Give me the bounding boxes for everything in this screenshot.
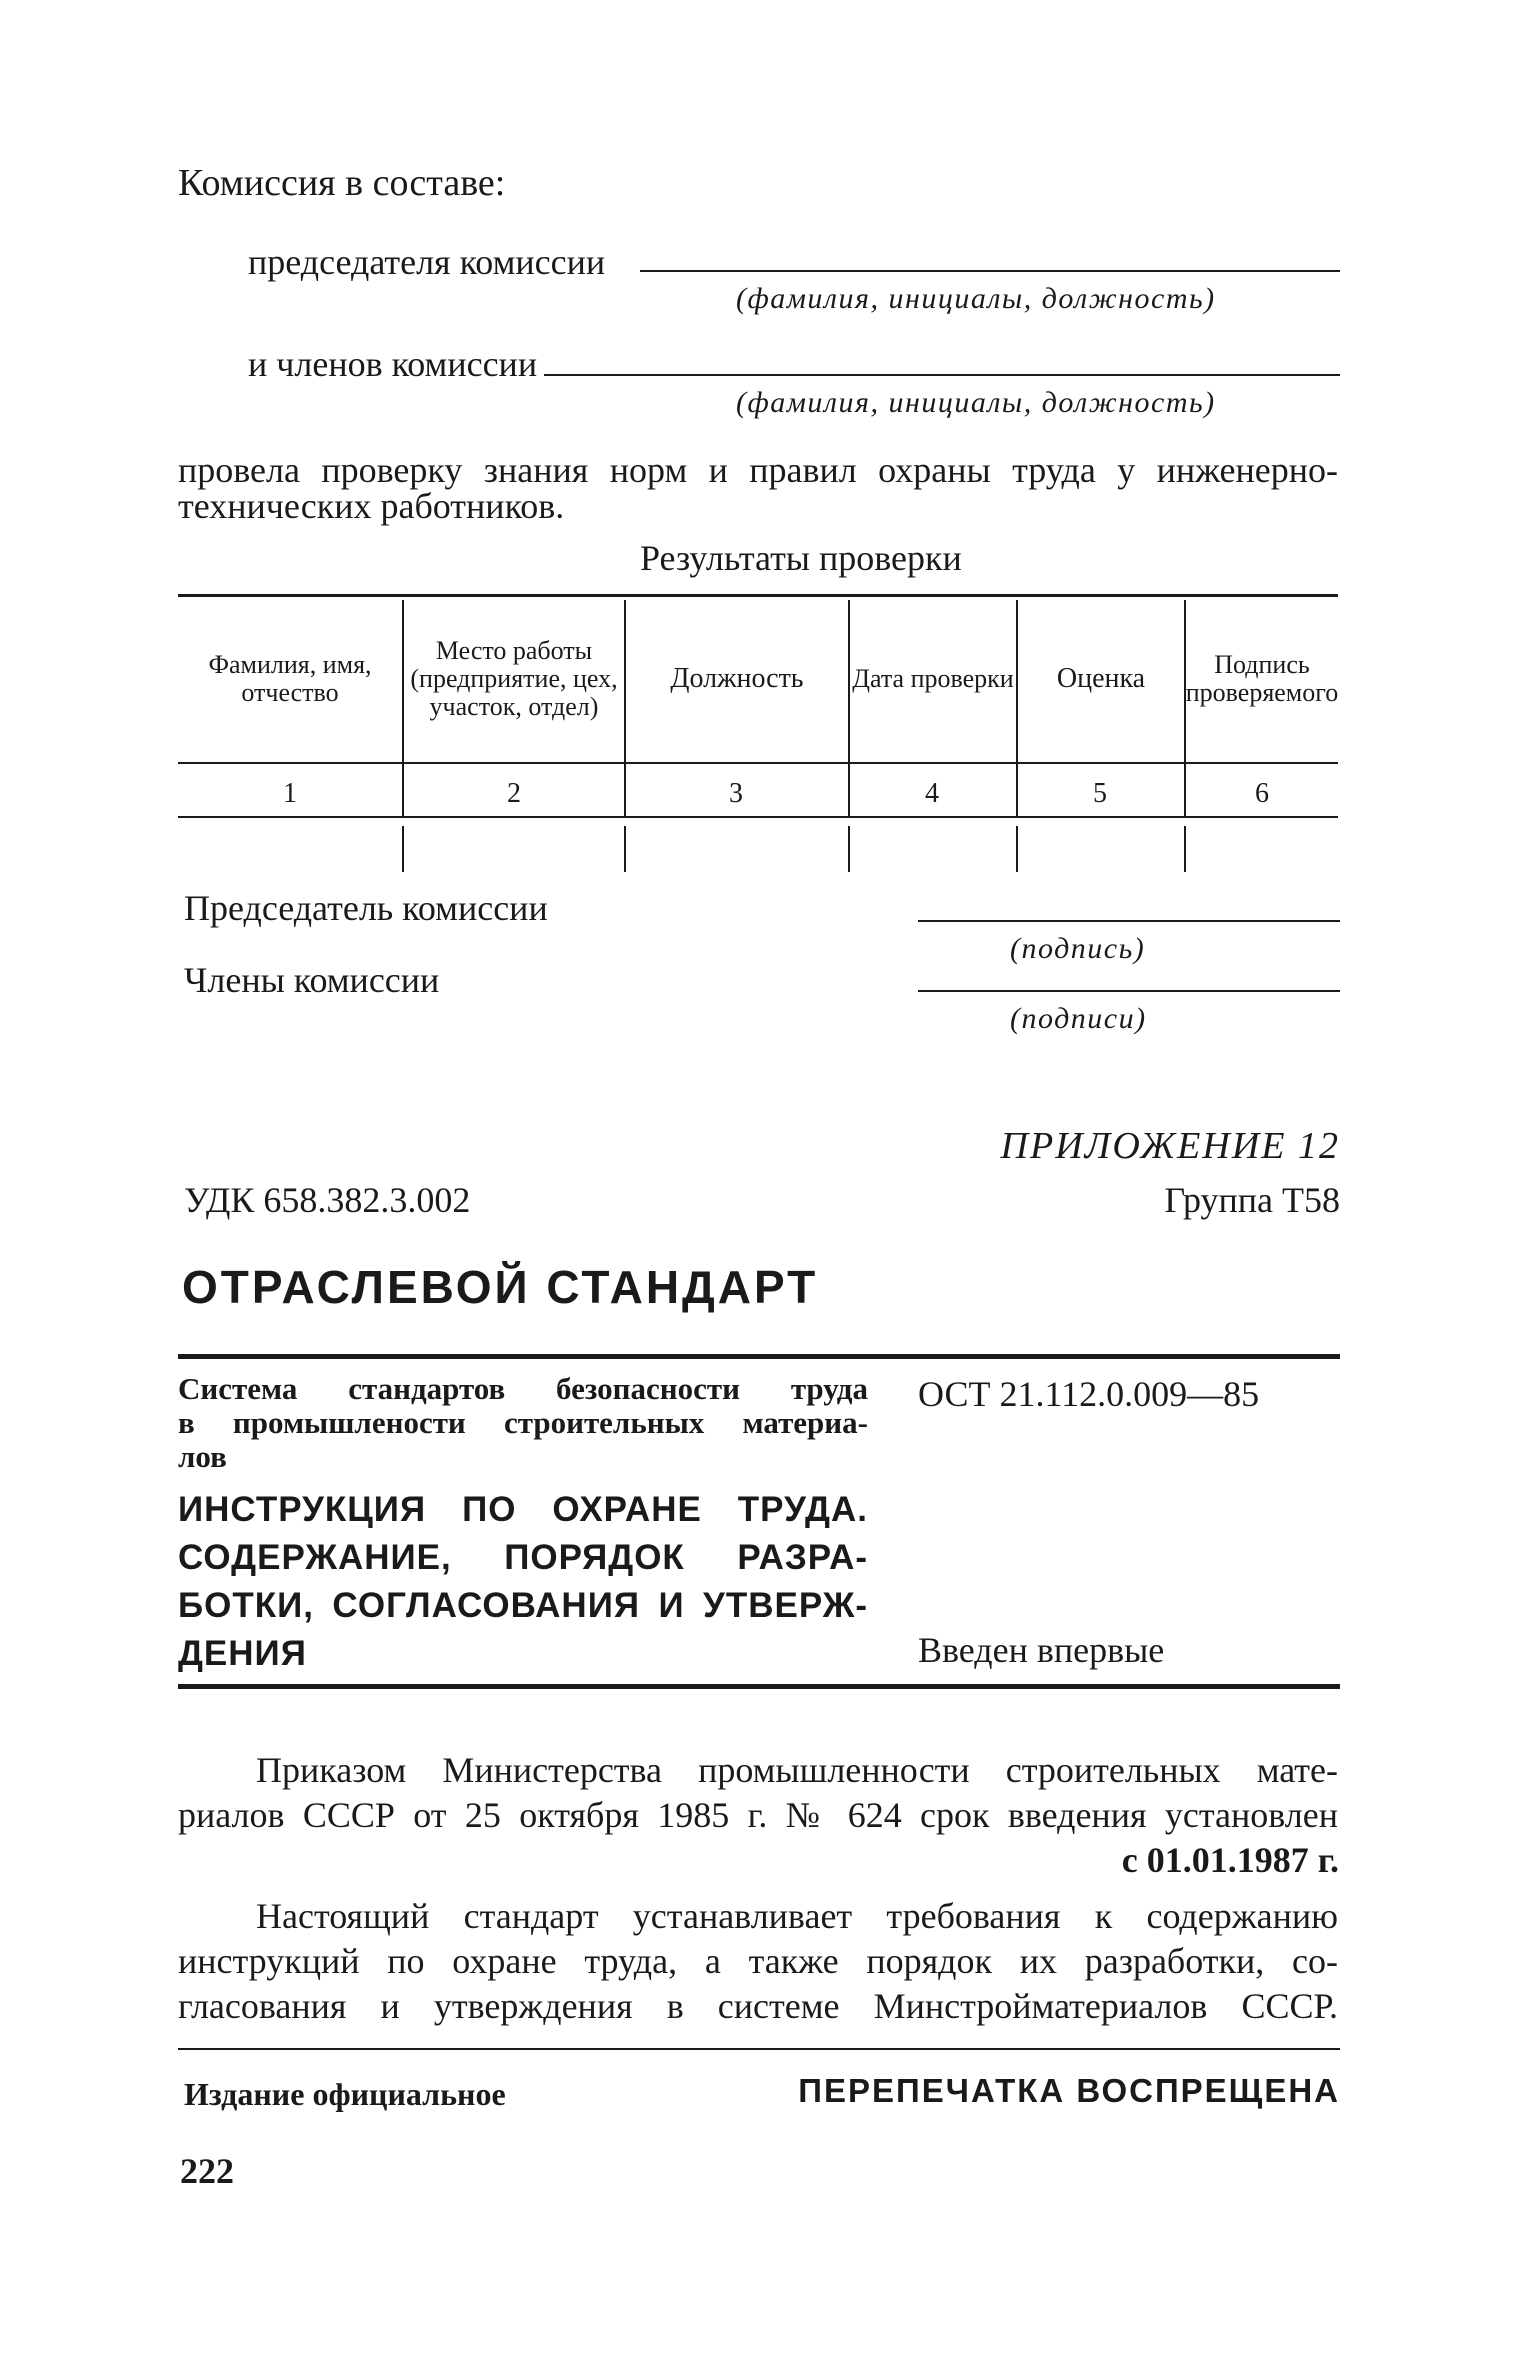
table-col-divider <box>1016 826 1018 872</box>
page-number: 222 <box>180 2151 234 2191</box>
members-field-line[interactable] <box>544 374 1340 376</box>
table-col-divider <box>848 826 850 872</box>
standard-code: ОСТ 21.112.0.009—85 <box>918 1374 1260 1414</box>
col-header-position: Должность <box>670 663 804 694</box>
order-line-3: с 01.01.1987 г. <box>1121 1840 1339 1880</box>
table-top-rule <box>178 594 1338 597</box>
col-number: 6 <box>1255 778 1269 809</box>
col-number: 3 <box>729 778 743 809</box>
scope-line-2: инструкций по охране труда, а также порядок их разработки, со- <box>178 1941 1338 1981</box>
col-number: 5 <box>1093 778 1107 809</box>
commission-intro: Комиссия в составе: <box>178 162 506 204</box>
udk-code: УДК 658.382.3.002 <box>184 1180 471 1220</box>
col-header-date: Дата проверки <box>852 664 1014 693</box>
reprint-notice: ПЕРЕПЕЧАТКА ВОСПРЕЩЕНА <box>798 2072 1340 2109</box>
appendix-label: ПРИЛОЖЕНИЕ 12 <box>1000 1125 1340 1167</box>
system-block <box>178 1372 868 1474</box>
chairman-sign-label: Председатель комиссии <box>184 888 548 928</box>
signature-hint: (подпись) <box>1010 932 1146 965</box>
system-line: Система стандартов безопасности труда <box>178 1371 868 1406</box>
chairman-signature-line[interactable] <box>918 920 1340 922</box>
col-number: 2 <box>507 778 521 809</box>
col-number: 4 <box>925 778 939 809</box>
members-signature-line[interactable] <box>918 990 1340 992</box>
table-col-divider <box>402 826 404 872</box>
chairman-label: председателя комиссии <box>248 242 606 282</box>
col-header-signature: Подпись проверяемого <box>1185 650 1339 707</box>
system-line: в промышлености строительных материа- <box>178 1405 868 1440</box>
col-header-name: Фамилия, имя, отчество <box>208 650 372 707</box>
system-line: лов <box>178 1439 227 1474</box>
order-line-1: Приказом Министерства промышленности строительных мате- <box>256 1750 1338 1790</box>
body-line-2: технических работников. <box>178 486 565 526</box>
scope-line-3: гласования и утверждения в системе Минстройматериалов СССР. <box>178 1986 1338 2026</box>
edition-label: Издание официальное <box>184 2076 506 2112</box>
title-line: ИНСТРУКЦИЯ ПО ОХРАНЕ ТРУДА. <box>178 1490 868 1529</box>
members-label: и членов комиссии <box>248 344 538 384</box>
results-title: Результаты проверки <box>640 538 962 578</box>
table-number-rule <box>178 816 1338 818</box>
heading-thick-rule <box>178 1354 1340 1359</box>
standard-heading: ОТРАСЛЕВОЙ СТАНДАРТ <box>182 1261 819 1313</box>
col-header-workplace: Место работы (предприятие, цех, участок, отдел) <box>410 636 618 721</box>
standard-title-block <box>178 1486 868 1678</box>
title-line: СОДЕРЖАНИЕ, ПОРЯДОК РАЗРА- <box>178 1538 868 1577</box>
scope-line-1: Настоящий стандарт устанавливает требования к содержанию <box>256 1896 1338 1936</box>
footer-rule <box>178 2048 1340 2050</box>
table-header-rule <box>178 762 1338 764</box>
members-sign-label: Члены комиссии <box>184 960 440 1000</box>
col-header-grade: Оценка <box>1056 663 1146 694</box>
chairman-field-line[interactable] <box>640 270 1340 272</box>
members-field-hint: (фамилия, инициалы, должность) <box>736 386 1216 419</box>
order-line-2: риалов СССР от 25 октября 1985 г. № 624 срок введения установлен <box>178 1795 1338 1835</box>
table-col-divider <box>1184 826 1186 872</box>
title-line: БОТКИ, СОГЛАСОВАНИЯ И УТВЕРЖ- <box>178 1586 868 1625</box>
signatures-hint: (подписи) <box>1010 1002 1147 1035</box>
title-line: ДЕНИЯ <box>178 1634 307 1673</box>
introduced-note: Введен впервые <box>918 1630 1165 1670</box>
title-thick-rule <box>178 1684 1340 1689</box>
chairman-field-hint: (фамилия, инициалы, должность) <box>736 282 1216 315</box>
group-code: Группа Т58 <box>1164 1180 1340 1220</box>
table-col-divider <box>624 826 626 872</box>
col-number: 1 <box>283 778 297 809</box>
body-line-1: провела проверку знания норм и правил охраны труда у инженерно- <box>178 450 1338 490</box>
